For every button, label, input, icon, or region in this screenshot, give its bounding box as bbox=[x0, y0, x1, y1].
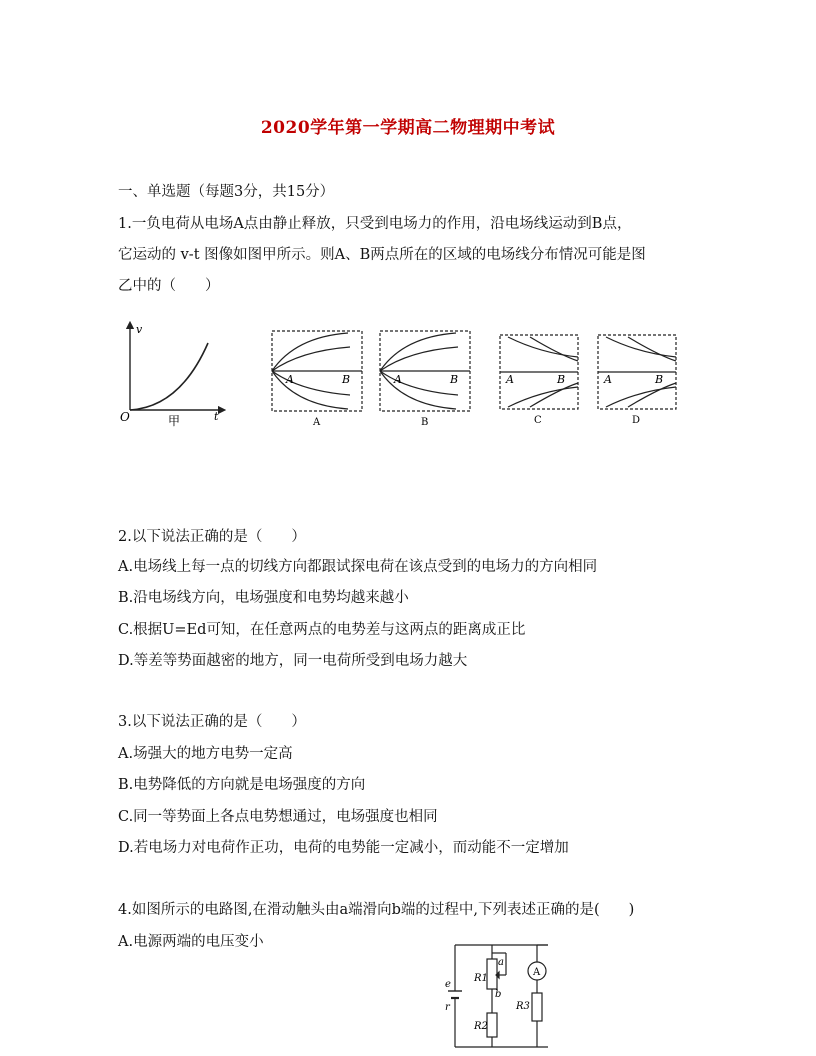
panel-b-point-b: B bbox=[450, 373, 459, 386]
q3-stem: 3.以下说法正确的是（ ） bbox=[118, 714, 306, 730]
q4-stem: 4.如图所示的电路图,在滑动触头由a端滑向b端的过程中,下列表述正确的是( ) bbox=[118, 902, 635, 918]
panel-d-caption: D bbox=[632, 415, 641, 426]
q1-line-3: 乙中的（ ） bbox=[118, 278, 220, 294]
circuit-label-r3: R3 bbox=[516, 1001, 530, 1012]
q3-option-d: D.若电场力对电荷作正功，电荷的电势能一定减小，而动能不一定增加 bbox=[118, 840, 569, 856]
q1-figure bbox=[110, 315, 690, 435]
circuit-label-e: e bbox=[445, 979, 451, 990]
panel-d bbox=[598, 335, 676, 409]
panel-d-point-a: A bbox=[604, 373, 612, 386]
panel-b-caption: B bbox=[421, 417, 429, 428]
vt-graph bbox=[130, 325, 222, 410]
circuit-label-b: b bbox=[495, 989, 502, 1000]
panel-a-caption: A bbox=[313, 417, 321, 428]
q2-option-c: C.根据U=Ed可知，在任意两点的电势差与这两点的距离成正比 bbox=[118, 622, 526, 638]
q4-option-a: A.电源两端的电压变小 bbox=[118, 934, 264, 950]
circuit-label-r2: R2 bbox=[474, 1021, 488, 1032]
q2-option-a: A.电场线上每一点的切线方向都跟试探电荷在该点受到的电场力的方向相同 bbox=[118, 559, 598, 575]
exam-title: 2020学年第一学期高二物理期中考试 bbox=[260, 118, 556, 138]
vt-caption: 甲 bbox=[168, 414, 181, 428]
circuit-label-r: r bbox=[445, 1002, 450, 1013]
section-heading: 一、单选题（每题3分，共15分） bbox=[118, 184, 335, 200]
panel-b bbox=[380, 331, 470, 411]
panel-a bbox=[272, 331, 362, 411]
panel-b-point-a: A bbox=[394, 373, 402, 386]
q3-option-a: A.场强大的地方电势一定高 bbox=[118, 746, 293, 762]
vt-axis-v: v bbox=[136, 323, 143, 336]
panel-c-point-b: B bbox=[557, 373, 566, 386]
panel-c-point-a: A bbox=[506, 373, 514, 386]
circuit-label-r1: R1 bbox=[474, 973, 488, 984]
vt-axis-t: t bbox=[214, 410, 219, 423]
vt-origin: O bbox=[120, 410, 130, 424]
q1-line-2: 它运动的 v-t 图像如图甲所示。则A、B两点所在的区域的电场线分布情况可能是图 bbox=[118, 247, 646, 263]
panel-c bbox=[500, 335, 578, 409]
q2-option-b: B.沿电场线方向，电场强度和电势均越来越小 bbox=[118, 590, 409, 606]
circuit-label-a: a bbox=[498, 957, 504, 968]
panel-a-point-a: A bbox=[286, 373, 294, 386]
panel-d-point-b: B bbox=[655, 373, 664, 386]
q2-option-d: D.等差等势面越密的地方，同一电荷所受到电场力越大 bbox=[118, 653, 468, 669]
ammeter-icon: A bbox=[533, 967, 541, 978]
q4-circuit bbox=[440, 935, 560, 1053]
q2-stem: 2.以下说法正确的是（ ） bbox=[118, 529, 306, 545]
panel-a-point-b: B bbox=[342, 373, 351, 386]
panel-c-caption: C bbox=[534, 415, 542, 426]
q3-option-c: C.同一等势面上各点电势想通过，电场强度也相同 bbox=[118, 809, 438, 825]
q3-option-b: B.电势降低的方向就是电场强度的方向 bbox=[118, 777, 366, 793]
q1-line-1: 1.一负电荷从电场A点由静止释放，只受到电场力的作用，沿电场线运动到B点， bbox=[118, 216, 632, 232]
